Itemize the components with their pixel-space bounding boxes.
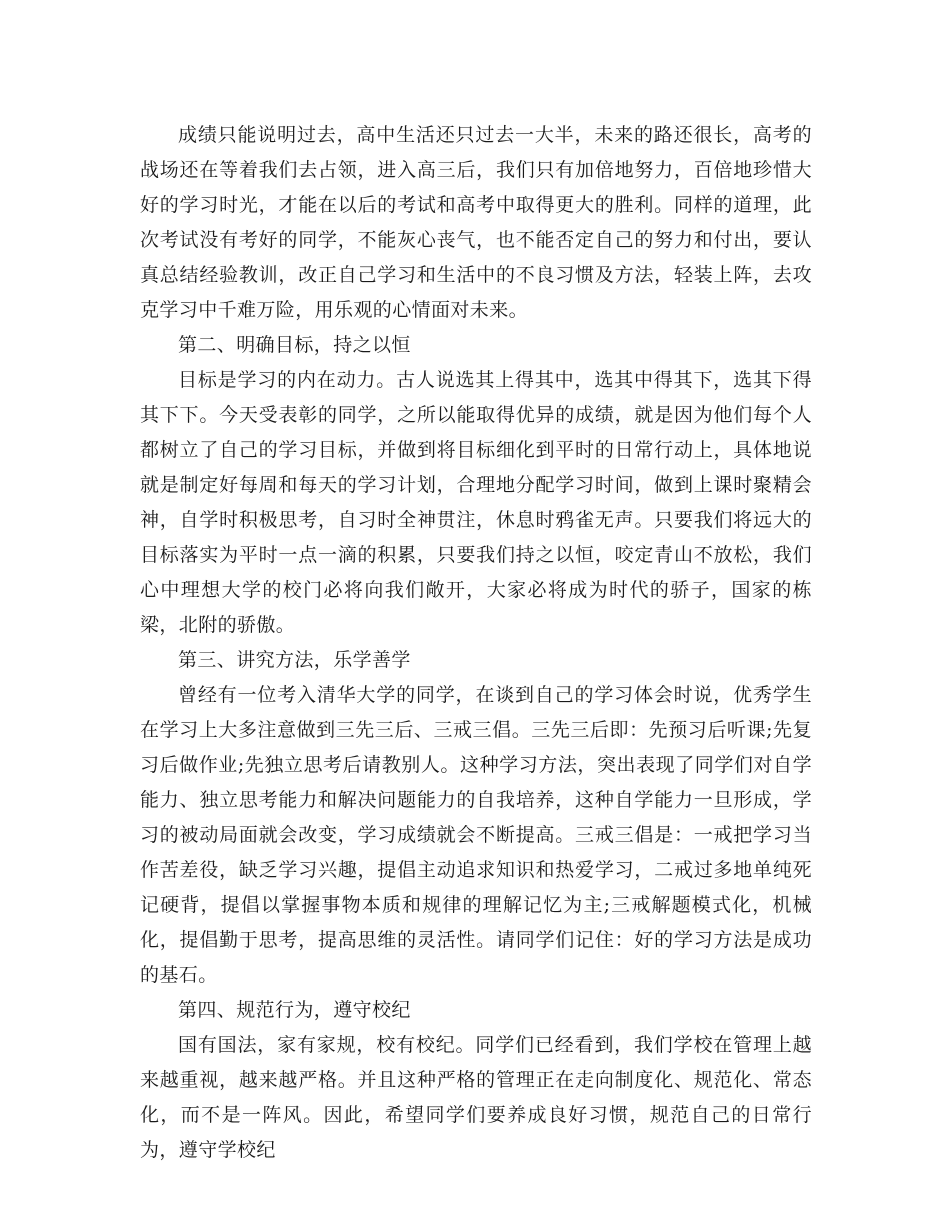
paragraph-methods: 曾经有一位考入清华大学的同学，在谈到自己的学习体会时说，优秀学生在学习上大多注意做到三先三后、三戒三倡。三先三后即：先预习后听课;先复习后做作业;先独立思考后请教别人。这种学习方法，突出表现了同学们对自学能力、独立思考能力和解决问题能力的自我培养，这种自学能力一旦形成，学习的被动局面就会改变，学习成绩就会不断提高。三戒三倡是：一戒把学习当作苦差役，缺乏学习兴趣，提倡主动追求知识和热爱学习，二戒过多地单纯死记硬背，提倡以掌握事物本质和规律的理解记忆为主;三戒解题模式化，机械化，提倡勤于思考，提高思维的灵活性。请同学们记住：好的学习方法是成功的基石。: [140, 684, 812, 986]
section-heading-goals: 第二、明确目标，持之以恒: [178, 334, 411, 356]
paragraph-grades: 成绩只能说明过去，高中生活还只过去一大半，未来的路还很长，高考的战场还在等着我们去占领，进入高三后，我们只有加倍地努力，百倍地珍惜大好的学习时光，才能在以后的考试和高考中取得更大的胜利。同样的道理，此次考试没有考好的同学，不能灰心丧气，也不能否定自己的努力和付出，要认真总结经验教训，改正自己学习和生活中的不良习惯及方法，轻装上阵，去攻克学习中千难万险，用乐观的心情面对未来。: [140, 124, 812, 321]
document-body: [140, 118, 812, 1168]
section-heading-discipline: 第四、规范行为，遵守校纪: [178, 999, 411, 1021]
paragraph-discipline: 国有国法，家有家规，校有校纪。同学们已经看到，我们学校在管理上越来越重视，越来越严格。并且这种严格的管理正在走向制度化、规范化、常态化，而不是一阵风。因此，希望同学们要养成良好习惯，规范自己的日常行为，遵守学校纪: [140, 1034, 812, 1161]
paragraph-goals: 目标是学习的内在动力。古人说选其上得其中，选其中得其下，选其下得其下下。今天受表彰的同学，之所以能取得优异的成绩，就是因为他们每个人都树立了自己的学习目标，并做到将目标细化到平时的日常行动上，具体地说就是制定好每周和每天的学习计划，合理地分配学习时间，做到上课时聚精会神，自学时积极思考，自习时全神贯注，休息时鸦雀无声。只要我们将远大的目标落实为平时一点一滴的积累，只要我们持之以恒，咬定青山不放松，我们心中理想大学的校门必将向我们敞开，大家必将成为时代的骄子，国家的栋梁，北附的骄傲。: [140, 369, 812, 636]
section-heading-methods: 第三、讲究方法，乐学善学: [178, 649, 411, 671]
